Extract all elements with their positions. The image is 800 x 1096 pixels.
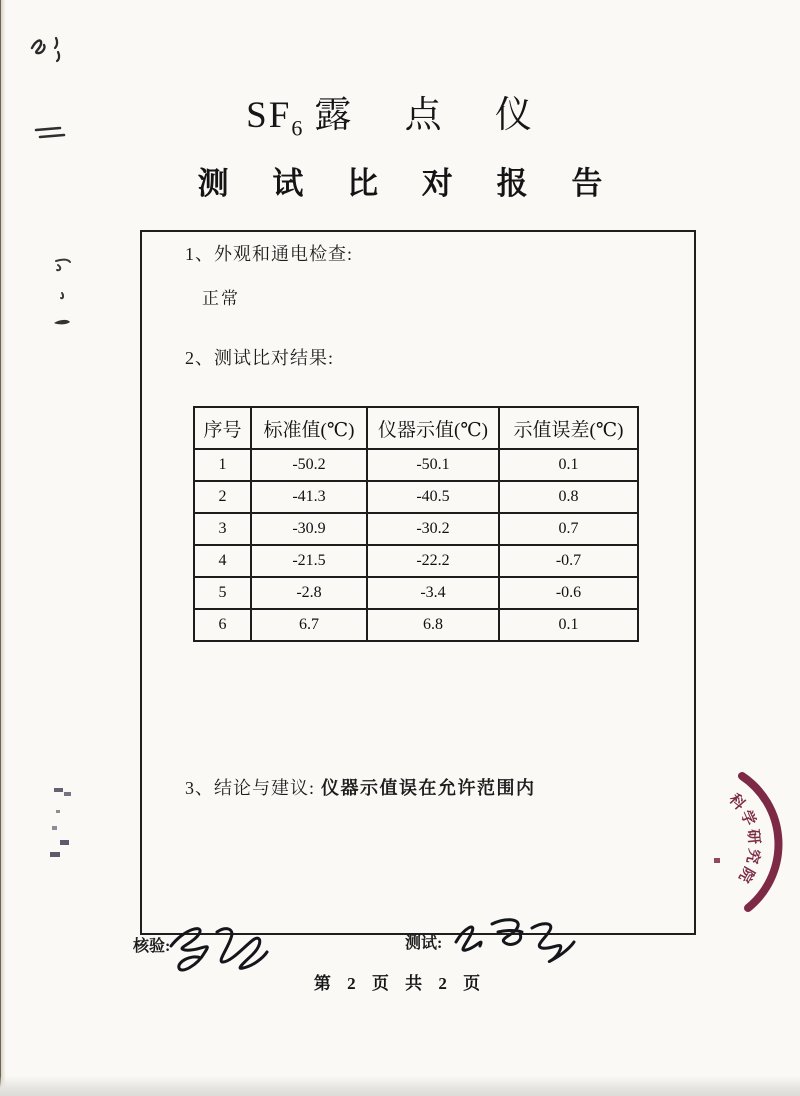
header-seq: 序号 xyxy=(194,407,251,449)
title-sf6: $SF_6$ xyxy=(246,95,305,141)
cell-standard: -41.3 xyxy=(251,481,367,513)
table-row xyxy=(194,545,638,577)
cell-seq: 1 xyxy=(194,449,251,481)
cell-standard: -30.9 xyxy=(251,513,367,545)
cell-indicated: -22.2 xyxy=(367,545,499,577)
header-standard: 标准值(℃) xyxy=(251,407,367,449)
cell-indicated: -50.1 xyxy=(367,449,499,481)
cell-standard: -21.5 xyxy=(251,545,367,577)
verify-label: 核验: xyxy=(133,938,171,955)
test-results-table xyxy=(193,406,639,642)
header-error: 示值误差(℃) xyxy=(499,407,638,449)
cell-error: -0.6 xyxy=(499,577,638,609)
section1-value: 正常 xyxy=(202,289,240,308)
section3-value: 仪器示值误在允许范围内 xyxy=(321,778,536,798)
cell-standard: 6.7 xyxy=(251,609,367,641)
ink-mark-topleft xyxy=(28,30,76,70)
test-signature xyxy=(448,912,578,970)
table-row xyxy=(194,449,638,481)
stamp-speck xyxy=(714,858,720,863)
official-stamp xyxy=(698,762,800,918)
cell-error: 0.1 xyxy=(499,449,638,481)
table-row xyxy=(194,577,638,609)
cell-error: 0.1 xyxy=(499,609,638,641)
cell-seq: 4 xyxy=(194,545,251,577)
cell-seq: 5 xyxy=(194,577,251,609)
table-header-row xyxy=(194,407,638,449)
stamp-text: 科学研究院 xyxy=(725,791,762,888)
table-row xyxy=(194,609,638,641)
test-label: 测试: xyxy=(405,935,443,952)
cell-seq: 2 xyxy=(194,481,251,513)
scan-bottom-edge xyxy=(0,1076,800,1096)
section1-label: 1、外观和通电检查: xyxy=(185,244,354,264)
header-indicated: 仪器示值(℃) xyxy=(367,407,499,449)
section2-label: 2、测试比对结果: xyxy=(185,348,335,368)
cell-standard: -2.8 xyxy=(251,577,367,609)
report-title-line2: 测 试 比 对 报 告 xyxy=(197,166,621,201)
cell-seq: 3 xyxy=(194,513,251,545)
report-content-box xyxy=(140,230,696,935)
title-cjk: 露 点 仪 xyxy=(314,95,554,136)
table-row xyxy=(194,481,638,513)
cell-standard: -50.2 xyxy=(251,449,367,481)
report-title-line1 xyxy=(0,84,800,141)
cell-seq: 6 xyxy=(194,609,251,641)
ink-mark-margin-2 xyxy=(44,782,76,862)
table-row xyxy=(194,513,638,545)
cell-indicated: -40.5 xyxy=(367,481,499,513)
cell-error: 0.7 xyxy=(499,513,638,545)
svg-text:科学研究院 xyxy=(725,789,764,888)
cell-indicated: 6.8 xyxy=(367,609,499,641)
cell-indicated: -30.2 xyxy=(367,513,499,545)
cell-error: -0.7 xyxy=(499,545,638,577)
cell-error: 0.8 xyxy=(499,481,638,513)
title-subscript: 6 xyxy=(291,115,305,141)
section3-label: 3、结论与建议: xyxy=(185,778,316,798)
section3-line xyxy=(185,774,536,800)
page-indicator: 第 2 页 共 2 页 xyxy=(313,974,487,993)
cell-indicated: -3.4 xyxy=(367,577,499,609)
ink-mark-margin-1 xyxy=(48,255,78,333)
